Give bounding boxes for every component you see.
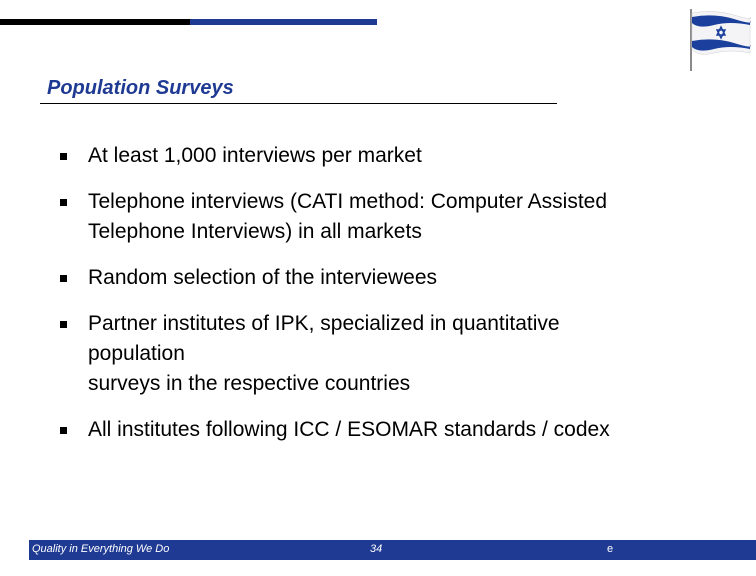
israel-flag-icon [684, 5, 754, 73]
bullet-square-icon [60, 321, 67, 328]
bullet-text-line: Telephone interviews (CATI method: Computer Assisted [88, 190, 608, 213]
page-number: 34 [370, 543, 383, 555]
footer-code: e [607, 543, 614, 555]
bullet-text-line: Random selection of the interviewees [88, 266, 438, 289]
bullet-square-icon [60, 427, 67, 434]
footer-tagline: Quality in Everything We Do [32, 543, 170, 555]
footer-bar [29, 540, 756, 560]
bullet-text-line: All institutes following ICC / ESOMAR standards / codex [88, 418, 610, 441]
bullet-text-line: Partner institutes of IPK, specialized in quantitative [88, 312, 560, 335]
bullet-text-line: population [88, 342, 185, 365]
bullet-text-line: Telephone Interviews) in all markets [88, 220, 422, 243]
bullet-item [60, 187, 740, 247]
bullet-square-icon [60, 199, 67, 206]
top-accent-bar-black [0, 19, 190, 25]
bullet-square-icon [60, 153, 67, 160]
title-underline [40, 103, 557, 104]
bullet-item [60, 415, 740, 445]
bullet-item [60, 141, 740, 171]
bullet-list [60, 141, 740, 461]
bullet-text-line: At least 1,000 interviews per market [88, 144, 422, 167]
slide-title: Population Surveys [47, 77, 234, 99]
bullet-item [60, 263, 740, 293]
bullet-item [60, 309, 740, 399]
bullet-text-line: surveys in the respective countries [88, 372, 411, 395]
bullet-square-icon [60, 275, 67, 282]
top-accent-bar-blue [190, 19, 377, 25]
